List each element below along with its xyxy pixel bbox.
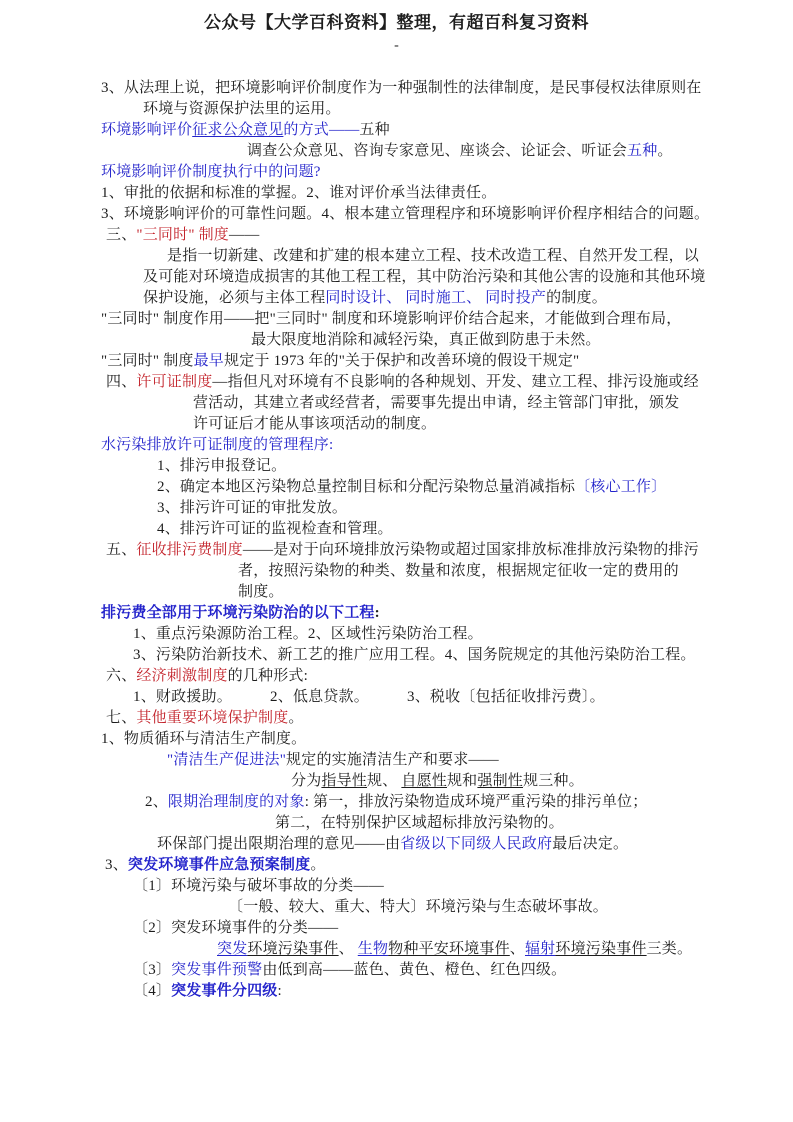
text-segment: 保护设施，必须与主体工程: [143, 290, 326, 306]
text-segment: 〔2〕突发环境事件的分类——: [133, 920, 339, 936]
text-segment: 规定的实施清洁生产和要求——: [286, 752, 499, 768]
text-line: [101, 204, 726, 225]
text-segment: 自愿性: [401, 773, 447, 789]
text-segment: 三类。: [646, 941, 693, 957]
text-segment: 突发事件分四级: [171, 983, 278, 999]
text-segment: 3、从法理上说，把环境影响评价制度作为一种强制性的法律制度，是民事侵权法律原则在: [101, 80, 702, 96]
text-line: [101, 624, 726, 645]
text-line: [101, 120, 726, 141]
text-segment: 2、: [145, 794, 168, 810]
text-segment: 及可能对环境造成损害的其他工程工程，其中防治污染和其他公害的设施和其他环境: [143, 269, 706, 285]
text-line: [101, 897, 726, 918]
text-segment: 环保部门提出限期治理的意见——由: [157, 836, 401, 852]
text-segment: 许可证制度: [136, 374, 213, 390]
text-segment: 突发事件预警: [171, 962, 263, 978]
text-line: [101, 981, 726, 1002]
text-segment: :: [277, 983, 282, 999]
text-segment: 第二，在特别保护区域超标排放污染物的。: [275, 815, 564, 831]
text-segment: 的方式——: [283, 122, 360, 138]
text-segment: 。: [657, 143, 673, 159]
text-line: [101, 435, 726, 456]
text-segment: 最早: [193, 353, 225, 369]
text-line: [101, 267, 726, 288]
text-segment: 环境污染事件: [555, 941, 647, 957]
text-segment: 许可证后才能从事该项活动的制度。: [193, 416, 437, 432]
text-segment: 限期治理制度的对象: [167, 794, 305, 810]
text-segment: 制度。: [238, 584, 284, 600]
text-segment: "清洁生产促进法": [167, 752, 287, 768]
text-line: [101, 99, 726, 120]
text-segment: 经济刺激制度: [136, 668, 228, 684]
text-segment: 征收排污费制度: [136, 542, 243, 558]
text-segment: 3、环境影响评价的可靠性问题。4、根本建立管理程序和环境影响评价程序相结合的问题。: [101, 206, 710, 222]
text-segment: "三同时" 制度: [101, 353, 194, 369]
header-dash: -: [394, 38, 399, 53]
text-segment: 环境与资源保护法里的运用。: [143, 101, 341, 117]
text-segment: 、: [338, 941, 358, 957]
text-segment: 〔3〕: [133, 962, 172, 978]
text-segment: 同时设计、 同时施工、 同时投产: [325, 290, 547, 306]
text-segment: 。: [288, 710, 304, 726]
text-segment: 征求公众意见: [192, 122, 284, 138]
text-line: [101, 750, 726, 771]
text-line: [101, 456, 726, 477]
text-segment: 1、排污申报登记。: [157, 458, 287, 474]
text-line: [101, 561, 726, 582]
text-line: [101, 477, 726, 498]
text-segment: 1、重点污染源防治工程。2、区域性污染防治工程。: [133, 626, 483, 642]
text-segment: 〔核心工作〕: [575, 479, 667, 495]
text-segment: —指但凡对环境有不良影响的各种规划、开发、建立工程、排污设施或经: [212, 374, 699, 390]
text-segment: 。: [310, 857, 326, 873]
text-segment: ——是对于向环境排放污染物或超过国家排放标准排放污染物的排污: [242, 542, 699, 558]
text-segment: 规三种。: [523, 773, 584, 789]
text-segment: 2、确定本地区污染物总量控制目标和分配污染物总量消减指标: [157, 479, 576, 495]
text-line: [101, 876, 726, 897]
text-segment: 者，按照污染物的种类、数量和浓度，根据规定征收一定的费用的: [238, 563, 679, 579]
text-line: [101, 288, 726, 309]
text-segment: 五种: [359, 122, 390, 138]
text-line: [101, 708, 726, 729]
text-line: [101, 729, 726, 750]
text-segment: :: [374, 605, 380, 621]
text-line: [101, 540, 726, 561]
text-line: [101, 330, 726, 351]
text-segment: 四、: [106, 374, 137, 390]
text-segment: 最大限度地消除和减轻污染，真正做到防患于未然。: [251, 332, 601, 348]
text-segment: 的几种形式:: [227, 668, 308, 684]
text-segment: "三同时" 制度: [136, 227, 230, 243]
text-segment: 规定于 1973 年的"关于保护和改善环境的假设干规定": [224, 353, 580, 369]
text-line: [101, 771, 726, 792]
text-line: [101, 792, 726, 813]
text-segment: 强制性: [477, 773, 523, 789]
text-segment: 生物: [357, 941, 389, 957]
text-segment: 水污染排放许可证制度的管理程序:: [101, 437, 334, 453]
text-line: [101, 246, 726, 267]
text-segment: 规和: [446, 773, 478, 789]
text-segment: 是指一切新建、改建和扩建的根本建立工程、技术改造工程、自然开发工程，以: [167, 248, 700, 264]
text-segment: 、: [509, 941, 525, 957]
text-line: [101, 78, 726, 99]
text-line: [101, 183, 726, 204]
text-segment: 五、: [106, 542, 137, 558]
text-segment: 3、排污许可证的审批发放。: [157, 500, 348, 516]
text-segment: "三同时" 制度作用——把"三同时" 制度和环境影响评价结合起来，才能做到合理布局，: [101, 311, 682, 327]
text-line: [101, 498, 726, 519]
text-segment: 突发: [217, 941, 248, 957]
text-line: [101, 645, 726, 666]
text-segment: 分为: [291, 773, 322, 789]
text-segment: 环境影响评价: [101, 122, 193, 138]
text-segment: 3、污染防治新技术、新工艺的推广应用工程。4、国务院规定的其他污染防治工程。: [133, 647, 696, 663]
text-line: [101, 939, 726, 960]
text-segment: 突发环境事件应急预案制度: [127, 857, 311, 873]
text-segment: 3、: [105, 857, 128, 873]
text-line: [101, 666, 726, 687]
text-segment: 环境污染事件: [247, 941, 339, 957]
text-segment: 五种: [627, 143, 658, 159]
text-line: [101, 372, 726, 393]
text-segment: 1、财政援助。 2、低息贷款。 3、税收〔包括征收排污费〕。: [133, 689, 605, 705]
text-segment: : 第一，排放污染物造成环境严重污染的排污单位；: [304, 794, 648, 810]
text-line: [101, 225, 726, 246]
text-line: [101, 813, 726, 834]
text-line: [101, 855, 726, 876]
text-segment: 〔一般、较大、重大、特大〕环境污染与生态破坏事故。: [228, 899, 609, 915]
text-segment: 物种平安环境事件: [388, 941, 510, 957]
text-segment: 排污费全部用于环境污染防治的以下工程: [101, 605, 375, 621]
text-segment: 七、: [106, 710, 137, 726]
text-segment: 指导性: [321, 773, 368, 789]
text-segment: 的制度。: [546, 290, 607, 306]
text-line: [101, 519, 726, 540]
text-segment: 1、物质循环与清洁生产制度。: [101, 731, 307, 747]
document-body: [101, 78, 726, 1002]
text-segment: 省级以下同级人民政府: [400, 836, 553, 852]
text-line: [101, 687, 726, 708]
text-line: [101, 162, 726, 183]
text-line: [101, 603, 726, 624]
text-line: [101, 309, 726, 330]
text-segment: 六、: [106, 668, 137, 684]
text-segment: 1、审批的依据和标准的掌握。2、谁对评价承当法律责任。: [101, 185, 497, 201]
text-segment: 营活动，其建立者或经营者，需要事先提出申请，经主管部门审批，颁发: [193, 395, 680, 411]
text-segment: 三、: [106, 227, 137, 243]
text-line: [101, 141, 726, 162]
text-segment: 最后决定。: [552, 836, 629, 852]
text-line: [101, 834, 726, 855]
text-line: [101, 960, 726, 981]
text-segment: 〔4〕: [133, 983, 172, 999]
text-line: [101, 582, 726, 603]
text-segment: 由低到高——蓝色、黄色、橙色、红色四级。: [262, 962, 567, 978]
text-segment: ——: [229, 227, 260, 243]
text-line: [101, 918, 726, 939]
text-segment: 其他重要环境保护制度: [136, 710, 289, 726]
text-segment: 〔1〕环境污染与破坏事故的分类——: [133, 878, 384, 894]
text-segment: 4、排污许可证的监视检查和管理。: [157, 521, 393, 537]
text-segment: 辐射: [524, 941, 556, 957]
page-header-title: 公众号【大学百科资料】整理，有超百科复习资料: [204, 13, 589, 32]
text-line: [101, 414, 726, 435]
text-line: [101, 393, 726, 414]
text-segment: 规、: [367, 773, 402, 789]
text-line: [101, 351, 726, 372]
text-segment: 调查公众意见、咨询专家意见、座谈会、论证会、听证会: [247, 143, 628, 159]
text-segment: 环境影响评价制度执行中的问题?: [101, 164, 321, 180]
